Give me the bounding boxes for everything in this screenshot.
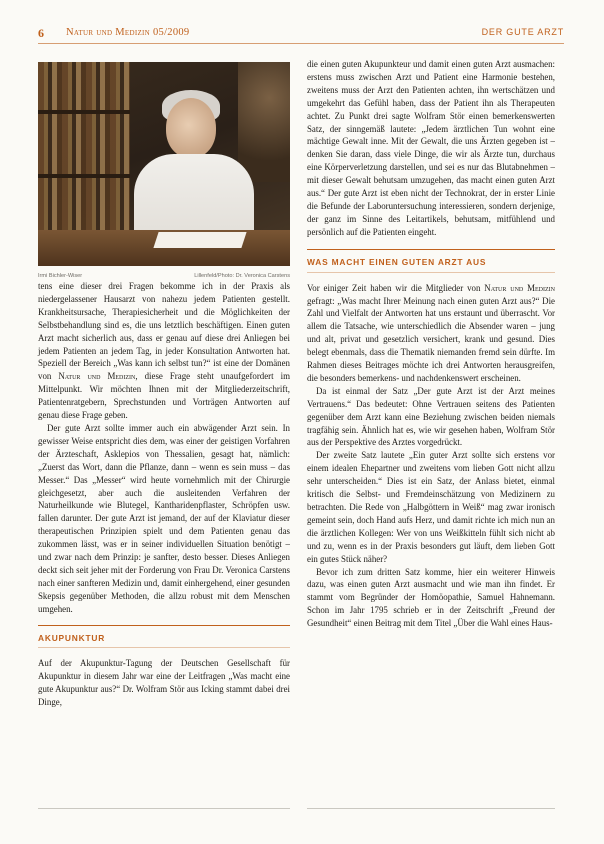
photo-caption — [38, 268, 290, 280]
body-paragraph: Da ist einmal der Satz „Der gute Arzt ist der Arzt meines Vertrauens.“ Das bedeutet: Ohne Vertrauen seitens des Patienten gegenüber dem Arzt kann eine Beziehung zwischen beiden niemals tragfähig sein. Ähnlich hat es, wie wir gesehen haben, Wolfram Stör aus der Perspektive des Arztes vorgedrückt. — [307, 385, 555, 448]
footer-rule — [38, 808, 290, 809]
section-tag: DER GUTE ARZT — [481, 27, 564, 37]
right-column — [307, 58, 555, 630]
header-rule — [38, 43, 564, 44]
body-paragraph: Der gute Arzt sollte immer auch ein abwägender Arzt sein. In gewisser Weise entspricht dies dem, was einer der geistigen Vorfahren der Ärzteschaft, Asklepios von Thessalien, gesagt hat, nämlich: „Zuerst das Wort, dann die Pflanze, dann – wenn es sein muss – das Messer.“ Das „Messer“ wird heute vornehmlich mit der Chirurgie gleichgesetzt, aber auch die ausleitenden Verfahren der Naturheilkunde wie Blutegel, Kantharidenpflaster, Schröpfen usw. fallen darunter. Der gute Arzt ist jemand, der auf der Klaviatur dieser therapeutischen Prinzipien spielt und dem Patienten genau das zukommen lässt, was er in seiner individuellen Situation benötigt – und zwar nach dem Prinzip: je sanfter, desto besser. Dieses Anliegen deckt sich seit jeher mit der Forderung von Frau Dr. Veronica Carstens nach einer sanfteren Medizin und, damit einhergehend, einer gesunden Skepsis gegenüber Methoden, die allzu robust mit dem Menschen umgehen. — [38, 422, 290, 614]
brand-name: Natur und Medizin — [484, 282, 556, 293]
subheading-guter-arzt: WAS MACHT EINEN GUTEN ARZT AUS — [307, 249, 555, 273]
photo-credit-left: Irmi Bichler-Wiser — [38, 273, 83, 279]
face — [166, 98, 216, 158]
body-paragraph: Bevor ich zum dritten Satz komme, hier ein weiterer Hinweis dazu, was einen guten Arzt ausmacht und wie man ihn findet. Er stammt vom Begründer der Homöopathie, Samuel Hahnemann. Schon im Jahr 1795 schrieb er in der Zeitschrift „Freund der Gesundheit“ einen Beitrag mit dem Titel „Über die Wahl eines Haus- — [307, 566, 555, 629]
body-paragraph: die einen guten Akupunkteur und damit einen guten Arzt ausmachen: erstens muss zwischen Arzt und Patient eine Harmonie bestehen, zweitens muss der Arzt den Patienten achten, ihn wertschätzen und umgekehrt das Gefühl haben, dass der Patient ihn als Therapeuten achtet. Zu Punkt drei sagte Wolfram Stör einen bemerkenswerten Satz, der sinngemäß lautete: „Jedem ärztlichen Tun wohnt eine mächtige Gewalt inne. Mit der Gewalt, die uns Ärzten gegeben ist – denken Sie daran, dass viele Dinge, die wir als Ärzte tun, durchaus eine Körperverletzung darstellen, und sei es nur das Blutabnehmen – mit dieser Gewalt behutsam umzugehen, das macht einen guten Arzt aus.“ Der gute Arzt ist eben nicht der Technokrat, der in erster Linie die Befunde der Laboruntersuchung interessieren, sondern derjenige, der ganz im Sinne des Leitartikels, behutsam, mitfühlend und persönlich auf die Patienten eingeht. — [307, 59, 555, 237]
portrait-photo — [38, 62, 290, 266]
subheading-akupunktur: AKUPUNKTUR — [38, 625, 290, 649]
shelf-board — [38, 110, 130, 114]
page-header — [38, 22, 564, 44]
lamp-shade — [238, 62, 290, 182]
shelf-board — [38, 174, 130, 178]
body-paragraph: Auf der Akupunktur-Tagung der Deutschen Gesellschaft für Akupunktur in diesem Jahr war eine der Leitfragen „Was macht eine gute Akupunktur aus?“ Dr. Wolfram Stör aus Icking stammt dabei drei Dinge, — [38, 658, 290, 708]
body-paragraph: Vor einiger Zeit haben wir die Mitglieder von Natur und Medizin gefragt: „Was macht Ihrer Meinung nach einen guten Arzt aus?“ Die Zahl und Vielfalt der Antworten hat uns erstaunt und überrascht. Vor allem die Tatsache, wie unterschiedlich die Absender waren – jung und alt, privat und gesetzlich versichert, krank und gesund. Dies belegt ebenmals, dass die Thematik niemanden fremd sein dürfte. Im Rahmen dieses Beitrages möchte ich drei Antworten herausgreifen, die besonders bemerkens- und nachdenkenswert erscheinen. — [307, 282, 556, 383]
page-number: 6 — [38, 26, 44, 40]
body-paragraph: Der zweite Satz lautete „Ein guter Arzt sollte sich erstens vor einem idealen Ehepartner und zweitens vom lieben Gott nicht allzu sehr unterscheiden.“ Dies ist ein Satz, der Anlass bietet, einmal kritisch die Selbst- und Fremdeinschätzung von Medizinern zu betrachten. Die Rede von „Halbgöttern in Weiß“ mag zwar ironisch gemeint sein, doch Hand aufs Herz, und damit richte ich mich nun an die ärztlichen Kollegen: Wer von uns Weißkitteln fühlt sich nicht ab und zu, wenn es in der Praxis besonders gut läuft, dem lieben Gott ein gutes Stück näher? — [307, 450, 555, 564]
writing-paper — [153, 232, 246, 248]
photo-credit-right: Lillenfeld/Photo: Dr. Veronica Carstens — [194, 273, 290, 279]
brand-name: Natur und Medizin — [58, 371, 136, 382]
body-paragraph: tens eine dieser drei Fragen bekomme ich in der Praxis als niedergelassener Hausarzt von nahezu jedem Patienten gestellt. Krankheitsursache, Therapiesicherheit und die Möglichkeiten der Selbstbehandlung sind es, die uns letztlich beschäftigen. Einen guten Arzt macht sicherlich aus, dass er genau auf diese drei Anliegen bei jedem Patienten an jedem Tag, in jeder Konsultation Antworten hat. Speziell der Bereich „Was kann ich selbst tun?“ ist eine der Domänen von Natur und Medizin, diese Frage steht unaufgefordert im Mittelpunkt. Wir möchten Ihnen mit der Mitgliederzeitschrift, Patientenratgebern, Sprechstunden und Vorträgen Antworten auf genau diese Frage geben. — [38, 281, 290, 421]
journal-title: Natur und Medizin 05/2009 — [66, 27, 190, 38]
footer-rule — [307, 808, 555, 809]
left-column — [38, 62, 290, 709]
